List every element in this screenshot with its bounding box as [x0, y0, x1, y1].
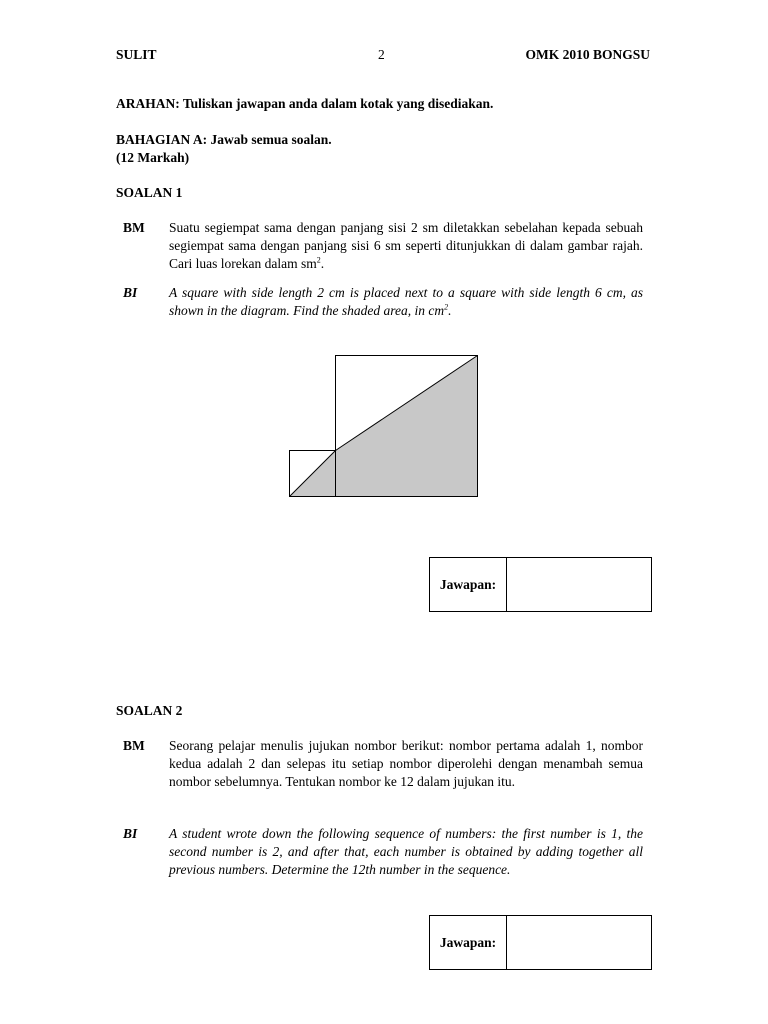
q2-answer-box	[429, 915, 652, 970]
q1-answer-field[interactable]	[507, 558, 651, 611]
header-right: OMK 2010 BONGSU	[525, 47, 650, 62]
q2-answer-label: Jawapan:	[430, 916, 507, 969]
page-number: 2	[378, 47, 385, 62]
q1-answer-box	[429, 557, 652, 612]
q2-bm-label: BM	[123, 738, 145, 753]
section-title: BAHAGIAN A: Jawab semua soalan.	[116, 132, 332, 147]
q1-bi-label: BI	[123, 285, 138, 300]
shaded-region	[290, 356, 478, 497]
q1-bm-text: Suatu segiempat sama dengan panjang sisi 2 sm diletakkan sebelahan kepada sebuah segiempat sama dengan panjang sisi 6 sm seperti ditunjukkan di dalam gambar rajah. Cari luas lorekan dalam $sm^2$.	[169, 220, 643, 271]
header-left: SULIT	[116, 47, 157, 62]
q1-answer-label: Jawapan:	[430, 558, 507, 611]
q1-title: SOALAN 1	[116, 185, 183, 200]
q1-bi-text: A square with side length 2 cm is placed next to a square with side length 6 cm, as shown in the diagram. Find the shaded area, in $cm^2$.	[169, 285, 643, 318]
q2-answer-field[interactable]	[507, 916, 651, 969]
q2-bm-text: Seorang pelajar menulis jujukan nombor berikut: nombor pertama adalah 1, nombor kedua adalah 2 dan selepas itu setiap nombor diperolehi dengan menambah semua nombor sebelumnya. Tentukan nombor ke 12 dalam jujukan itu.	[169, 738, 643, 789]
q1-bm-label: BM	[123, 220, 145, 235]
q2-bi-label: BI	[123, 826, 138, 841]
instructions-arahan: ARAHAN: Tuliskan jawapan anda dalam kotak yang disediakan.	[116, 96, 494, 111]
q2-title: SOALAN 2	[116, 703, 183, 718]
section-marks: (12 Markah)	[116, 150, 190, 165]
q2-bi-text: A student wrote down the following sequence of numbers: the first number is 1, the second number is 2, and after that, each number is obtained by adding together all previous numbers. Determine the 12th number in the sequence.	[169, 826, 643, 877]
squares-diagram	[285, 350, 485, 502]
